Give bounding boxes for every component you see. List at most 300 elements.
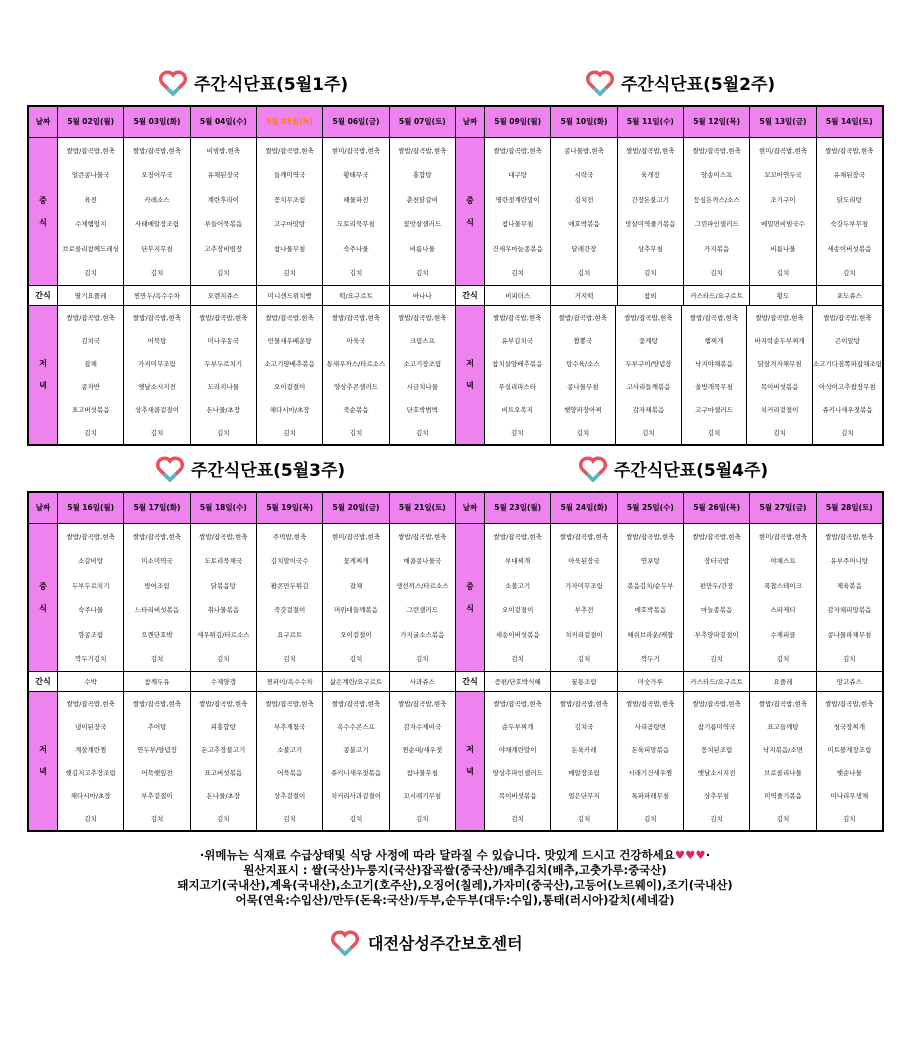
day-header: 5월 03일(화) bbox=[124, 107, 190, 137]
date-header-row bbox=[29, 493, 455, 524]
menu-item: 쌀밥/잡곡밥,현축 bbox=[66, 532, 115, 541]
day-header: 5월 04일(수) bbox=[191, 107, 257, 137]
dinner-day-column bbox=[485, 692, 551, 830]
snack-cell bbox=[750, 672, 816, 691]
lunch-day-column bbox=[191, 524, 257, 672]
week1-table bbox=[29, 107, 455, 444]
menu-item: 김치 bbox=[416, 269, 429, 278]
menu-item: 김치 bbox=[283, 269, 296, 278]
snack-cell bbox=[551, 286, 617, 305]
menu-item: 쌀밥/잡곡밥,현축 bbox=[823, 314, 872, 323]
menu-item: 야채스프 bbox=[770, 557, 796, 566]
menu-item: 소갈비탕 bbox=[78, 557, 104, 566]
menu-item: 연포탕 bbox=[640, 557, 660, 566]
week1-title bbox=[158, 67, 348, 97]
lunch-section bbox=[29, 138, 455, 287]
menu-item: 죽갓겉절이 bbox=[273, 606, 306, 615]
lunch-day-column bbox=[58, 524, 124, 672]
menu-item: 도토리묵무침 bbox=[337, 220, 375, 229]
menu-item: 현미/잡곡밥,현축 bbox=[331, 532, 381, 541]
menu-item: 표고들깨탕 bbox=[767, 723, 799, 732]
day-header: 5월 23일(월) bbox=[485, 493, 551, 523]
menu-item: 미나우동국 bbox=[207, 337, 240, 346]
menu-item: 김치 bbox=[283, 429, 296, 438]
lunch-label: 중 식 bbox=[29, 524, 58, 672]
menu-item: 상추겉절이 bbox=[273, 792, 306, 801]
menu-item: 옛날소시지전 bbox=[697, 769, 736, 778]
week2-title bbox=[585, 67, 775, 97]
menu-item: 요플레 bbox=[773, 678, 793, 687]
menu-item: 미트볼계장조림 bbox=[827, 746, 872, 755]
menu-item: 김치 bbox=[776, 655, 790, 664]
menu-item: 미소미역국 bbox=[141, 557, 173, 566]
lunch-day-column bbox=[58, 138, 124, 286]
menu-item: 깍두기 bbox=[640, 655, 660, 664]
dinner-day-column bbox=[684, 692, 750, 830]
menu-item: 김치전 bbox=[574, 195, 594, 204]
menu-item: 쌀밥/잡곡밥,현축 bbox=[265, 146, 314, 155]
week3-table bbox=[29, 493, 455, 830]
lunch-day-column bbox=[618, 138, 684, 286]
menu-item: 김치 bbox=[577, 655, 591, 664]
menu-item: 쌀밥/잡곡밥,현축 bbox=[755, 314, 804, 323]
menu-item: 상추무침 bbox=[704, 792, 730, 801]
menu-item: 김치 bbox=[576, 429, 590, 438]
menu-item: 김치 bbox=[84, 269, 97, 278]
menu-item: 양상추콘샐러드 bbox=[334, 383, 378, 392]
menu-item: 닭도리탕 bbox=[836, 195, 862, 204]
menu-item: 유부김치국 bbox=[501, 337, 533, 346]
day-header: 5월 27일(금) bbox=[750, 493, 816, 523]
snack-cell bbox=[58, 286, 124, 305]
menu-item: 쌀밥/잡곡밥,현축 bbox=[825, 532, 874, 541]
menu-item: 김치 bbox=[710, 269, 723, 278]
menu-item: 돈나물/초장 bbox=[206, 792, 241, 801]
menu-item: 스파게티 bbox=[770, 606, 796, 615]
menu-item: 딸기요플레 bbox=[74, 292, 107, 301]
menu-item: 두부두르치기 bbox=[71, 581, 110, 590]
menu-item: 양상추파인샐러드 bbox=[492, 769, 543, 778]
menu-item: 오이겉절이 bbox=[273, 383, 306, 392]
menu-item: 매콤콩나물국 bbox=[403, 557, 442, 566]
menu-item: 김치 bbox=[773, 429, 786, 438]
menu-item: 홍합탕 bbox=[412, 171, 432, 180]
menu-item: 숙갓두부무침 bbox=[830, 220, 869, 229]
day-header: 5월 25일(수) bbox=[618, 493, 684, 523]
day-header: 5월 11일(수) bbox=[618, 107, 684, 137]
menu-item: 김치 bbox=[217, 815, 230, 824]
heart-logo-icon bbox=[158, 68, 188, 96]
lunch-day-column bbox=[323, 138, 389, 286]
menu-item: 메알장조림 bbox=[568, 769, 600, 778]
menu-item: 떡/요구르트 bbox=[339, 292, 373, 301]
dinner-label: 저 녁 bbox=[29, 692, 58, 830]
menu-item: 냉이된장국 bbox=[74, 723, 107, 732]
menu-item: 햇양파장아찌 bbox=[564, 406, 602, 415]
date-header-row bbox=[456, 493, 882, 524]
menu-item: 쌀밥/잡곡밥,현축 bbox=[66, 314, 115, 323]
week1-title-text: 주간식단표(5월1주) bbox=[194, 74, 349, 95]
snack-section bbox=[29, 672, 455, 692]
menu-item: 부추양파겉절이 bbox=[694, 630, 739, 639]
menu-item: 민물새우배운탕 bbox=[267, 337, 312, 346]
menu-item: 단호박범벅 bbox=[406, 406, 438, 415]
menu-item: 김치 bbox=[644, 269, 657, 278]
menu-item: 김치 bbox=[841, 429, 854, 438]
menu-item: 꽁치된조림 bbox=[700, 746, 733, 755]
menu-item: 바지락순두부찌개 bbox=[754, 337, 805, 346]
menu-item: 치커리사과겉절이 bbox=[330, 792, 382, 801]
snack-cell bbox=[323, 672, 389, 691]
menu-item: 쌀밥/잡곡밥,현축 bbox=[626, 700, 675, 709]
lunch-day-column bbox=[485, 524, 551, 672]
menu-item: 증편/단호박식혜 bbox=[494, 678, 541, 687]
dinner-day-column bbox=[390, 692, 455, 830]
week2-title-text: 주간식단표(5월2주) bbox=[621, 74, 776, 95]
menu-item: 김치말이국수 bbox=[270, 557, 309, 566]
dinner-day-column bbox=[817, 692, 882, 830]
menu-item: 쌀밥/잡곡밥,현축 bbox=[692, 532, 741, 541]
menu-item: 김치 bbox=[217, 429, 230, 438]
dinner-day-column bbox=[616, 306, 682, 444]
menu-item: 생선까스/타르소스 bbox=[396, 581, 449, 590]
menu-item: 쌀밥/잡곡밥,현축 bbox=[493, 700, 542, 709]
menu-item: 춘천닭갈비 bbox=[406, 195, 438, 204]
week3-title-text: 주간식단표(5월3주) bbox=[191, 460, 346, 481]
menu-item: 쌀밥/잡곡밥,현축 bbox=[758, 700, 808, 709]
lunch-day-column bbox=[390, 524, 455, 672]
menu-item: 부추전 bbox=[574, 606, 594, 615]
menu-item: 쌀밥/잡곡밥,현축 bbox=[265, 700, 314, 709]
menu-item: 카스타드/요구르트 bbox=[690, 678, 743, 687]
menu-item: 감자채피망볶음 bbox=[827, 606, 872, 615]
menu-item: 간장돈불고기 bbox=[631, 195, 670, 204]
menu-item: 울방개묵무침 bbox=[695, 383, 733, 392]
menu-item: 볶음김치/순두부 bbox=[627, 581, 674, 590]
menu-item: 김치 bbox=[776, 815, 790, 824]
week2-table bbox=[455, 107, 882, 444]
dinner-day-column bbox=[257, 306, 323, 444]
lunch-section bbox=[456, 524, 882, 673]
menu-item: 꽃게탕 bbox=[639, 337, 658, 346]
menu-item: 황도 bbox=[776, 292, 790, 301]
menu-item: 계란후라이 bbox=[207, 195, 240, 204]
menu-item: 애호박볶음 bbox=[634, 606, 667, 615]
snack-cell bbox=[485, 672, 551, 691]
menu-item: 쌀밥/잡곡밥,현축 bbox=[692, 700, 741, 709]
menu-item: 쌀밥/잡곡밥,현축 bbox=[493, 146, 542, 155]
menu-item: 부추계첨국 bbox=[273, 723, 306, 732]
snack-cell bbox=[551, 672, 617, 691]
menu-item: 쌀밥/잡곡밥,현축 bbox=[398, 146, 447, 155]
menu-item: 쌀밥/잡곡밥,현축 bbox=[331, 700, 381, 709]
day-header: 5월 20일(금) bbox=[323, 493, 389, 523]
menu-item: 탕수육/소스 bbox=[566, 360, 600, 369]
menu-item: 브로콜리나물 bbox=[764, 769, 802, 778]
menu-item: 김치 bbox=[150, 269, 164, 278]
menu-table-weeks-3-4 bbox=[27, 491, 884, 832]
menu-item: 찐파이/옥수수차 bbox=[266, 678, 313, 687]
menu-item: 낙지볶음/소면 bbox=[763, 746, 803, 755]
menu-item: 조기구이 bbox=[770, 195, 796, 204]
menu-item: 참외 bbox=[644, 292, 657, 301]
menu-item: 쌀밥/잡곡밥,현축 bbox=[558, 314, 607, 323]
menu-item: 오이겉절이 bbox=[501, 606, 534, 615]
menu-item: 김치 bbox=[217, 269, 230, 278]
footer-line-3: 돼지고기(국내산),계육(국내산),소고기(호주산),오징어(칠레),가자미(중국산),고등어(노르웨이),조기(국내산) bbox=[177, 878, 733, 892]
menu-item: 세송이버섯볶음 bbox=[827, 244, 872, 253]
lunch-day-column bbox=[323, 524, 389, 672]
menu-item: 햄찌개 bbox=[704, 337, 724, 346]
menu-item: 김치 bbox=[84, 429, 97, 438]
menu-item: 돈고추장불고기 bbox=[201, 746, 246, 755]
snack-cell bbox=[618, 286, 684, 305]
menu-item: 요구르트 bbox=[277, 630, 303, 639]
menu-item: 추어탕 bbox=[147, 723, 167, 732]
menu-item: 주먹밥,현축 bbox=[272, 532, 307, 541]
menu-item: 돈나물/초장 bbox=[206, 406, 241, 415]
footer-line-1: ·위메뉴는 식재료 수급상태및 식당 사정에 따라 달라질 수 있습니다. 맛있게 드시고 건강하세요♥♥♥· bbox=[199, 848, 711, 862]
day-header: 5월 28일(토) bbox=[817, 493, 882, 523]
menu-item: 비름나물 bbox=[409, 244, 435, 253]
menu-item: 명란젓계란말이 bbox=[495, 195, 540, 204]
menu-item: 곤이알탕 bbox=[834, 337, 860, 346]
menu-item: 참나물무침 bbox=[501, 220, 534, 229]
menu-item: 거지떡 bbox=[574, 292, 594, 301]
menu-item: 김치국 bbox=[81, 337, 101, 346]
menu-item: 깍두기김치 bbox=[74, 655, 107, 664]
menu-item: 치커리겉절이 bbox=[565, 630, 603, 639]
menu-item: 쌀밥/잡곡밥,현축 bbox=[398, 314, 447, 323]
menu-item: 김치 bbox=[349, 429, 363, 438]
menu-item: 사과쥬스 bbox=[409, 678, 435, 687]
menu-item: 김치 bbox=[511, 429, 524, 438]
menu-item: 고구마맛탕 bbox=[273, 220, 306, 229]
menu-item: 고구마샐러드 bbox=[695, 406, 733, 415]
menu-item: 청국장찌개 bbox=[833, 723, 865, 732]
menu-table-weeks-1-2 bbox=[27, 105, 884, 446]
menu-item: 크림스프 bbox=[409, 337, 435, 346]
menu-item: 두부구이/양념장 bbox=[625, 360, 672, 369]
menu-item: 쌀밥/잡곡밥,현축 bbox=[265, 314, 314, 323]
dinner-section bbox=[29, 306, 455, 444]
lunch-day-column bbox=[551, 524, 617, 672]
menu-item: 김치 bbox=[644, 815, 657, 824]
menu-item: 짬뽕국 bbox=[573, 337, 593, 346]
menu-item: 사리곰탕면 bbox=[634, 723, 667, 732]
dinner-day-column bbox=[124, 692, 190, 830]
dinner-day-column bbox=[257, 692, 323, 830]
menu-item: 아욱국 bbox=[346, 337, 366, 346]
menu-item: 햇김지고추장조림 bbox=[65, 769, 116, 778]
menu-item: 꼬꼬마연두국 bbox=[764, 171, 802, 180]
snack-label: 간식 bbox=[456, 672, 485, 691]
menu-item: 쌀밥/잡곡밥,현축 bbox=[132, 314, 182, 323]
snack-cell bbox=[257, 286, 323, 305]
footer-line-2: 원산지표시 : 쌀(국산)누룽지(국산)잡곡쌀(중국산)/배추김치(배추,고춧가루:중국산) bbox=[243, 863, 667, 877]
menu-item: 쥬키니새우젓볶음 bbox=[822, 406, 873, 415]
menu-item: 표고버섯볶음 bbox=[204, 769, 243, 778]
menu-item: 콩자반 bbox=[81, 383, 101, 392]
snack-cell bbox=[750, 286, 816, 305]
menu-item: 수박 bbox=[84, 678, 97, 687]
hearts: ♥♥♥ bbox=[674, 848, 706, 862]
day-header: 5월 16일(월) bbox=[58, 493, 124, 523]
dinner-section bbox=[456, 692, 882, 830]
menu-item: 쌀밥/잡곡밥,현축 bbox=[132, 700, 182, 709]
menu-item: 참나물무침 bbox=[273, 244, 306, 253]
menu-item: 가지미무조림 bbox=[138, 360, 176, 369]
menu-item: 햇순나물 bbox=[836, 769, 862, 778]
snack-cell bbox=[485, 286, 551, 305]
menu-item: 김치 bbox=[843, 269, 856, 278]
menu-item: 건새우마늘종볶음 bbox=[492, 244, 543, 253]
menu-item: 해물파전 bbox=[343, 195, 369, 204]
menu-item: 꽁치무조림 bbox=[273, 195, 306, 204]
snack-cell bbox=[684, 672, 750, 691]
menu-item: 애호박볶음 bbox=[568, 220, 600, 229]
menu-item: 계살계란찜 bbox=[74, 746, 107, 755]
lunch-label: 중 식 bbox=[29, 138, 58, 286]
menu-item: 오징어무국 bbox=[141, 171, 173, 180]
lunch-day-column bbox=[124, 524, 190, 672]
menu-item: 그린샐러드 bbox=[406, 606, 438, 615]
day-header: 5월 10일(화) bbox=[551, 107, 617, 137]
snack-cell bbox=[191, 286, 257, 305]
menu-item: 쌀밥/잡곡밥,현축 bbox=[493, 314, 542, 323]
dinner-day-column bbox=[551, 306, 617, 444]
menu-item: 잡채 bbox=[84, 360, 97, 369]
menu-item: 쌀밥/잡곡밥,현축 bbox=[66, 700, 115, 709]
menu-item: 비름나물 bbox=[770, 244, 796, 253]
menu-item: 쌀밥/잡곡밥,현축 bbox=[559, 532, 609, 541]
snack-cell bbox=[817, 672, 882, 691]
menu-item: 아욱된장국 bbox=[568, 557, 600, 566]
day-header: 5월 19일(목) bbox=[257, 493, 323, 523]
menu-item: 미역줄기볶음 bbox=[764, 792, 802, 801]
snack-cell bbox=[390, 286, 455, 305]
date-label: 날짜 bbox=[456, 107, 485, 137]
dinner-day-column bbox=[390, 306, 455, 444]
menu-item: 고사리들깨볶음 bbox=[626, 383, 671, 392]
lunch-day-column bbox=[817, 138, 882, 286]
menu-item: 방어조림 bbox=[144, 581, 170, 590]
menu-item: 상추무침 bbox=[637, 244, 663, 253]
menu-item: 김치 bbox=[283, 815, 296, 824]
snack-cell bbox=[390, 672, 455, 691]
day-header: 5월 07일(토) bbox=[390, 107, 455, 137]
menu-item: 비피더스 bbox=[505, 292, 531, 301]
heart-logo-icon bbox=[330, 928, 360, 956]
day-header: 5월 21일(토) bbox=[390, 493, 455, 523]
menu-item: 맛살미역줄기볶음 bbox=[625, 220, 676, 229]
menu-item: 쌀밥/잡곡밥,현축 bbox=[493, 532, 542, 541]
menu-item: 얼은단무지 bbox=[568, 792, 600, 801]
menu-item: 소고기다짐쪽파잡채조림 bbox=[812, 360, 882, 369]
snack-cell bbox=[124, 672, 190, 691]
menu-item: 김치 bbox=[642, 429, 655, 438]
menu-item: 부대찌개 bbox=[505, 557, 531, 566]
menu-item: 해쉬브라운/케찹 bbox=[627, 630, 674, 639]
menu-item: 비빔밥,현축 bbox=[206, 146, 241, 155]
menu-item: 김치 bbox=[707, 429, 721, 438]
lunch-day-column bbox=[257, 138, 323, 286]
menu-item: 김치 bbox=[416, 429, 429, 438]
dinner-section bbox=[29, 692, 455, 830]
day-header: 5월 13일(금) bbox=[750, 107, 816, 137]
menu-item: 목이버섯볶음 bbox=[498, 792, 537, 801]
week4-title bbox=[578, 453, 768, 483]
menu-item: 참기름미역국 bbox=[697, 723, 736, 732]
lunch-day-column bbox=[684, 138, 750, 286]
lunch-label: 중 식 bbox=[456, 138, 485, 286]
menu-item: 야채계란말이 bbox=[498, 746, 537, 755]
menu-item: 콩나물파채무침 bbox=[827, 630, 872, 639]
menu-item: 새우튀김/타르소스 bbox=[197, 630, 250, 639]
day-header: 5월 17일(화) bbox=[124, 493, 190, 523]
menu-item: 김치 bbox=[577, 815, 591, 824]
menu-item: 상추새콤겉절이 bbox=[135, 406, 179, 415]
snack-cell bbox=[124, 286, 190, 305]
menu-item: 숙주나물 bbox=[343, 244, 369, 253]
menu-item: 현미/잡곡밥,현축 bbox=[758, 146, 808, 155]
snack-cell bbox=[191, 672, 257, 691]
menu-item: 참깨두유 bbox=[144, 678, 170, 687]
date-label: 날짜 bbox=[29, 493, 58, 523]
date-header-row bbox=[29, 107, 455, 138]
menu-item: 쌀밥/잡곡밥,현축 bbox=[559, 700, 609, 709]
menu-item: 소불고기 bbox=[505, 581, 531, 590]
lunch-label: 중 식 bbox=[456, 524, 485, 672]
menu-item: 김치 bbox=[349, 815, 363, 824]
menu-item: 현미/잡곡밥,현축 bbox=[758, 532, 808, 541]
menu-item: 김치국 bbox=[574, 723, 594, 732]
menu-item: 연두부/양념장 bbox=[137, 746, 177, 755]
menu-item: 달래간장 bbox=[571, 244, 597, 253]
menu-item: 세송이버섯볶음 bbox=[495, 630, 540, 639]
menu-item: 쌀밥/잡곡밥,현축 bbox=[199, 532, 248, 541]
dinner-day-column bbox=[485, 306, 551, 444]
menu-item: 유채된장국 bbox=[833, 171, 865, 180]
heart-logo-icon bbox=[585, 68, 615, 96]
dinner-day-column bbox=[323, 692, 389, 830]
menu-item: 쌀밥/잡곡밥,현축 bbox=[199, 314, 248, 323]
menu-item: 유부주머니탕 bbox=[830, 557, 869, 566]
day-header: 5월 18일(수) bbox=[191, 493, 257, 523]
menu-item: 표고버섯볶음 bbox=[71, 406, 110, 415]
menu-item: 순두부찌개 bbox=[501, 723, 534, 732]
menu-item: 시락국 bbox=[574, 171, 594, 180]
menu-item: 폭찹스테이크 bbox=[764, 581, 802, 590]
menu-item: 꽃맛살샐러드 bbox=[403, 220, 442, 229]
week3-title bbox=[155, 453, 345, 483]
dinner-day-column bbox=[191, 306, 257, 444]
menu-item: 깡콩조림 bbox=[78, 630, 104, 639]
snack-cell bbox=[684, 286, 750, 305]
menu-item: 쌀밥/잡곡밥,현축 bbox=[825, 146, 874, 155]
menu-item: 브로콜리참께드레싱 bbox=[62, 244, 119, 253]
menu-item: 돈육피망볶음 bbox=[631, 746, 670, 755]
dinner-day-column bbox=[682, 306, 748, 444]
dinner-label: 저 녁 bbox=[29, 306, 58, 444]
menu-item: 참치살양배추볶음 bbox=[492, 360, 543, 369]
snack-section bbox=[29, 286, 455, 306]
menu-item: 으깬단호박 bbox=[141, 630, 173, 639]
snack-section bbox=[456, 672, 882, 692]
menu-item: 부들어묵볶음 bbox=[204, 220, 243, 229]
menu-item: 찐만두/옥수수차 bbox=[133, 292, 181, 301]
menu-item: 시금치나물 bbox=[406, 383, 438, 392]
